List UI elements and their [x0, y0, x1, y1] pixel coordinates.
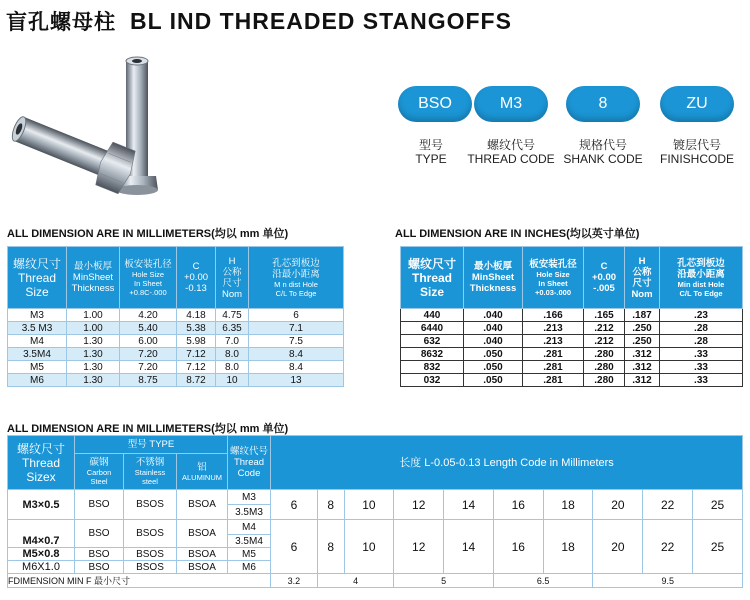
in-table-caption: ALL DIMENSION ARE IN INCHES(均以英寸单位) — [395, 228, 640, 240]
table-row: 832 .050 .281 .280 .312 .33 — [401, 361, 743, 374]
code-label-thread: 螺纹代号 THREAD CODE — [467, 138, 555, 166]
table-row: M6 1.30 8.75 8.72 10 13 — [8, 374, 344, 387]
header-min-sheet: 最小板厚 MinSheet Thickness — [67, 247, 120, 309]
table-row: 3.5M3 — [8, 505, 743, 520]
length-table-header-row-1 — [8, 436, 743, 454]
table-row: M4 1.30 6.00 5.98 7.0 7.5 — [8, 335, 344, 348]
table-row: M5 1.30 7.20 7.12 8.0 8.4 — [8, 361, 344, 374]
header-min-sheet: 最小板厚 MinSheet Thickness — [464, 247, 523, 309]
code-pill-type: BSO — [398, 86, 472, 122]
table-row: 6440 .040 .213 .212 .250 .28 — [401, 322, 743, 335]
table-row: 440 .040 .166 .165 .187 .23 — [401, 309, 743, 322]
inch-table-header — [401, 247, 743, 309]
header-h: H 公称 尺寸 Nom — [625, 247, 660, 309]
header-type: 型号 TYPE — [75, 436, 228, 454]
code-pill-thread: M3 — [474, 86, 548, 122]
header-edge-distance: 孔芯到板边 沿最小距离 M n dist Hole C/L To Edge — [249, 247, 344, 309]
code-pill-finish: ZU — [660, 86, 734, 122]
title-cn: 盲孔螺母柱 — [6, 10, 116, 34]
code-label-type: 型号 TYPE — [415, 138, 447, 166]
header-h: H 公称 尺寸 Nom — [216, 247, 249, 309]
length-table-caption: ALL DIMENSION ARE IN MILLIMETERS(均以 mm 单位) — [7, 423, 289, 435]
table-row: M3×0.5 BSO BSOS BSOA M3 6 8 10 12 14 16 18 20 22 25 — [8, 490, 743, 505]
page-title — [6, 6, 512, 36]
header-thread-size: 螺纹尺寸 Thread Sizex — [8, 436, 75, 490]
table-row: 3.5M4 — [8, 535, 743, 548]
table-row: 8632 .050 .281 .280 .312 .33 — [401, 348, 743, 361]
header-aluminum: 铝 ALUMINUM — [177, 454, 228, 490]
table-row: 032 .050 .281 .280 .312 .33 — [401, 374, 743, 387]
header-thread-code: 螺纹代号 Thread Code — [228, 436, 271, 490]
header-thread-size: 螺纹尺寸 Thread Size — [401, 247, 464, 309]
table-row: M6X1.0 BSO BSOS BSOA M6 — [8, 561, 743, 574]
table-row: M4×0.7 BSO BSOS BSOA M4 6 8 10 12 14 16 18 20 22 25 — [8, 520, 743, 535]
inch-dimension-table — [400, 246, 743, 387]
header-stainless-steel: 不锈钢 Stainless steel — [124, 454, 177, 490]
code-label-finish: 镀层代号 FINISHCODE — [659, 138, 734, 166]
length-code-table — [7, 435, 743, 588]
header-edge-distance: 孔芯到板边 沿最小距离 Min dist Hole C/L To Edge — [660, 247, 743, 309]
table-row: 3.5M4 1.30 7.20 7.12 8.0 8.4 — [8, 348, 344, 361]
table-row: 632 .040 .213 .212 .250 .28 — [401, 335, 743, 348]
mm-dimension-table — [7, 246, 344, 387]
header-hole-size: 板安装孔径 Hole Size In Sheet +0.03-.000 — [523, 247, 584, 309]
header-length-code: 长度 L-0.05-0.13 Length Code in Millimeters — [271, 436, 743, 490]
header-hole-size: 板安装孔径 Hole Size In Sheet +0.8C-.000 — [120, 247, 177, 309]
min-f-dimension-row: FDIMENSION MIN F 最小尺寸 3.2 4 5 6.5 9.5 — [8, 574, 743, 588]
title-en: BL IND THREADED STANGOFFS — [130, 8, 512, 34]
table-row: M5×0.8 BSO BSOS BSOA M5 — [8, 548, 743, 561]
header-c: C +0.00 -0.13 — [177, 247, 216, 309]
table-row: 3.5 M3 1.00 5.40 5.38 6.35 7.1 — [8, 322, 344, 335]
mm-table-caption: ALL DIMENSION ARE IN MILLIMETERS(均以 mm 单位) — [7, 228, 289, 240]
header-c: C +0.00 -.005 — [584, 247, 625, 309]
code-label-shank: 规格代号 SHANK CODE — [563, 138, 643, 166]
code-pill-shank: 8 — [566, 86, 640, 122]
header-carbon-steel: 碳钢 Carbon Steel — [75, 454, 124, 490]
standoff-product-image — [8, 52, 188, 212]
header-thread-size: 螺纹尺寸 Thread Size — [8, 247, 67, 309]
mm-table-header — [8, 247, 344, 309]
table-row: M3 1.00 4.20 4.18 4.75 6 — [8, 309, 344, 322]
